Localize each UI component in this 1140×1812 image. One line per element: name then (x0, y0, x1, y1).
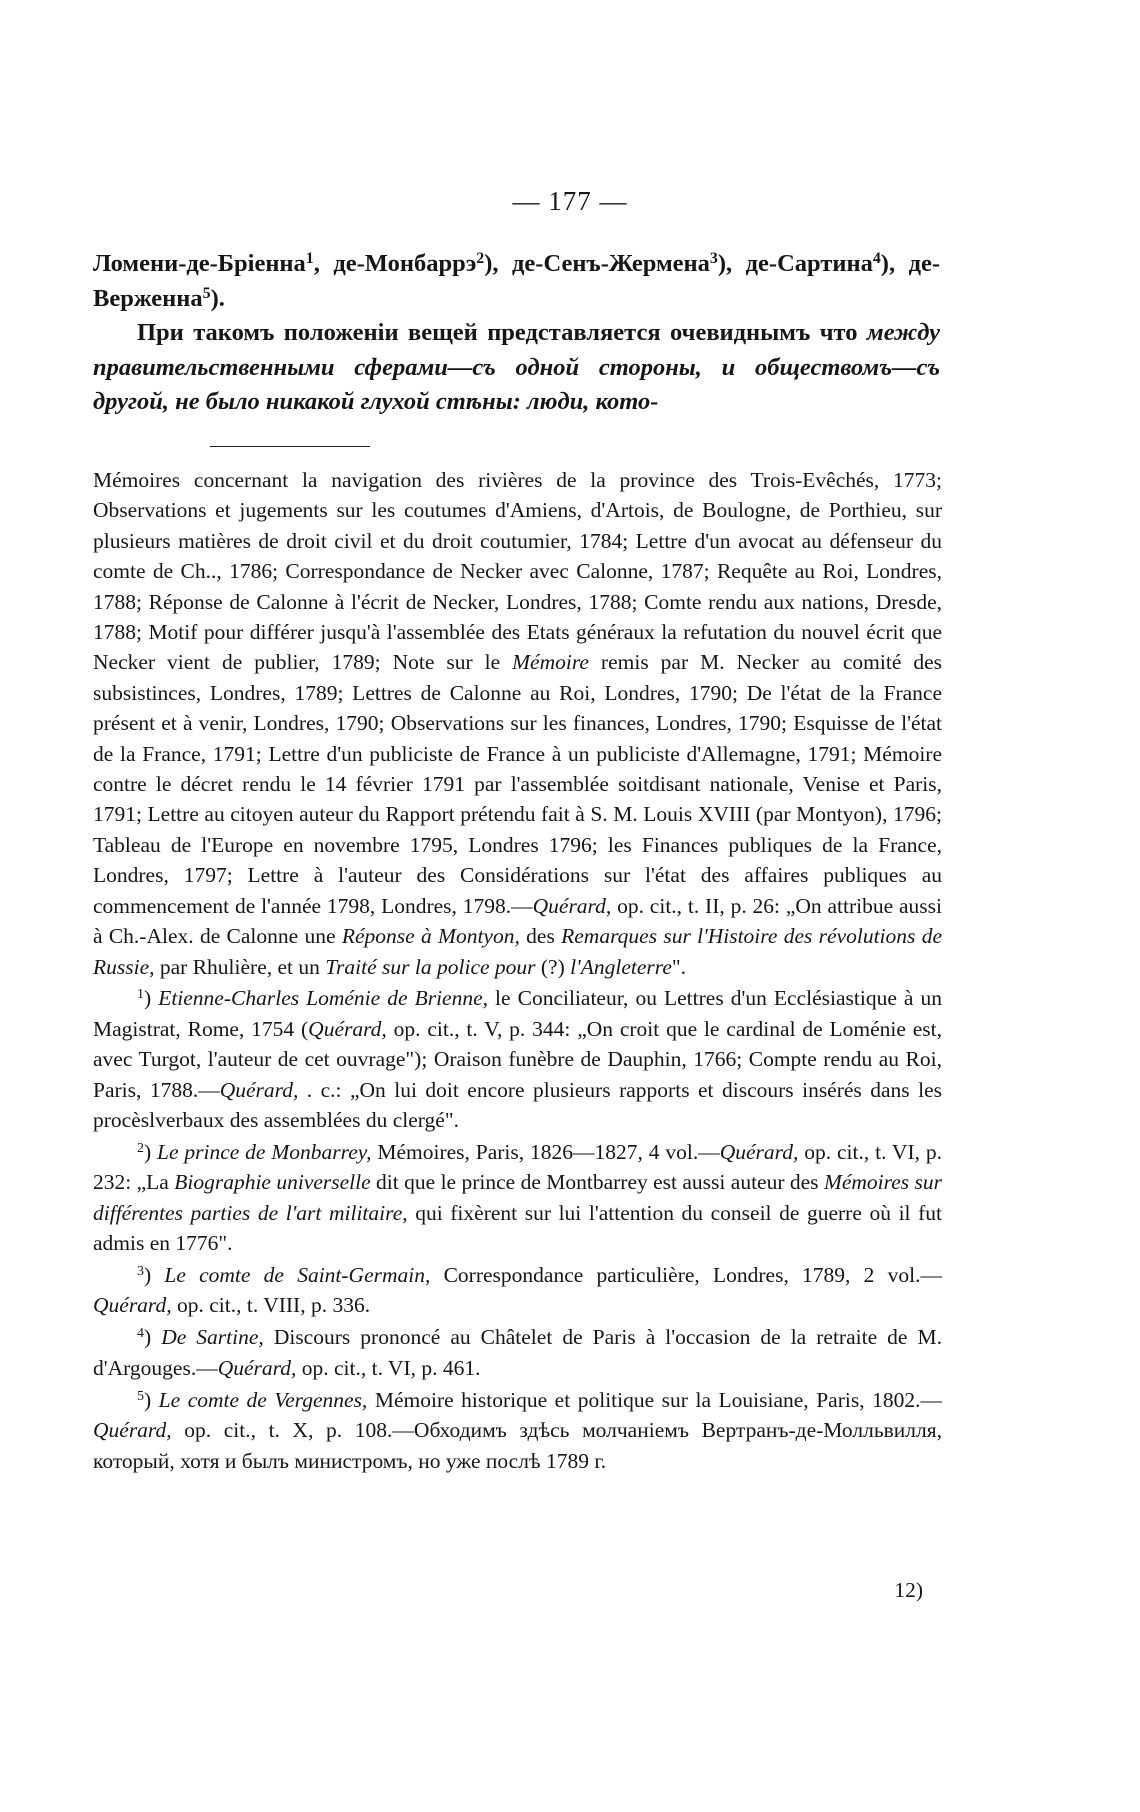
footnote-ref-1: 1 (305, 250, 314, 268)
footnotes (93, 465, 942, 1477)
footnote-5: $^5$) Le comte de Vergennes, Mémoire historique et politique sur la Louisiane, Paris, 1802.—Quérard, op. cit., t. X, p. 108.—Обходимъ здѣсь молчаніемъ Вертранъ-де-Молльвилля, который, хотя и былъ министромъ, но уже послѣ 1789 г. (93, 1387, 942, 1473)
main-italic-passage: между правительственными сферами—съ одной стороны, и обществомъ—съ другой, не было никакой глухой стѣны: люди, кото- (93, 319, 940, 415)
page-number: — 177 — (512, 186, 628, 216)
main-paragraph-1: Ломени-де-Бріенна$^1$, де-Монбаррэ$^2$), де-Сенъ-Жермена$^3$), де-Сартина$^4$), де-Верженна$^5$). (93, 250, 940, 312)
footnote-number: 1 (137, 987, 144, 1003)
printer-signature-mark: 12) (894, 1578, 923, 1602)
footnote-1: $^1$) Etienne-Charles Loménie de Brienne, le Conciliateur, ou Lettres d'un Ecclésiastique à un Magistrat, Rome, 1754 (Quérard, op. cit., t. V, p. 344: „On croit que le cardinal de Loménie est, avec Turgot, l'auteur de cet ouvrage"); Oraison funèbre de Dauphin, 1766; Compte rendu au Roi, Paris, 1788.—Quérard, . c.: „On lui doit encore plusieurs rapports et discours insérés dans les procèslverbaux des assemblées du clergé". (93, 986, 943, 1133)
footnote-ref-5: 5 (202, 284, 211, 302)
footnote-separator (210, 446, 370, 447)
footnote-4: $^4$) De Sartine, Discours prononcé au Châtelet de Paris à l'occasion de la retraite de M. d'Argouges.—Quérard, op. cit., t. VI, p. 461. (93, 1325, 942, 1380)
footnote-number: 2 (137, 1140, 144, 1156)
main-text (93, 247, 940, 420)
footnote-ref-2: 2 (476, 250, 485, 268)
footnote-3: $^3$) Le comte de Saint-Germain, Correspondance particulière, Londres, 1789, 2 vol.—Quérard, op. cit., t. VIII, p. 336. (93, 1263, 942, 1318)
footnote-ref-4: 4 (872, 250, 881, 268)
footnote-number: 5 (137, 1388, 144, 1404)
footnote-number: 3 (137, 1264, 144, 1280)
footnote-2: $^2$) Le prince de Monbarrey, Mémoires, Paris, 1826—1827, 4 vol.—Quérard, op. cit., t. VI, p. 232: „La Biographie universelle dit que le prince de Montbarrey est aussi auteur des Mémoires sur différentes parties de l'art militaire, qui fixèrent sur lui l'attention du conseil de guerre où il fut admis en 1776". (93, 1139, 942, 1256)
footnote-number: 4 (137, 1326, 144, 1342)
main-paragraph-2: При такомъ положеніи вещей представляется очевиднымъ что между правительственными сферами—съ одной стороны, и обществомъ—съ другой, не было никакой глухой стѣны: люди, кото- (93, 319, 940, 415)
footnote-continuation: Mémoires concernant la navigation des rivières de la province des Trois-Evêchés, 1773; Observations et jugements sur les coutumes d'Amiens, d'Artois, de Boulogne, de Porthieu, sur plusieurs matières de droit civil et du droit coutumier, 1784; Lettre d'un avocat au défenseur du comte de Ch.., 1786; Correspondance de Necker avec Calonne, 1787; Requête au Roi, Londres, 1788; Réponse de Calonne à l'écrit de Necker, Londres, 1788; Comte rendu aux nations, Dresde, 1788; Motif pour différer jusqu'à l'assemblée des Etats généraux la refutation du nouvel écrit que Necker vient de publier, 1789; Note sur le Mémoire remis par M. Necker au comité des subsistinces, Londres, 1789; Lettres de Calonne au Roi, Londres, 1790; De l'état de la France présent et à venir, Londres, 1790; Observations sur les finances, Londres, 1790; Esquisse de l'état de la France, 1791; Lettre d'un publiciste de France à un publiciste d'Allemagne, 1791; Mémoire contre le décret rendu le 14 février 1791 par l'assemblée soitdisant nationale, Venise et Paris, 1791; Lettre au citoyen auteur du Rapport prétendu fait à S. M. Louis XVIII (par Montyon), 1796; Tableau de l'Europe en novembre 1795, Londres 1796; les Finances publiques de la France, Londres, 1797; Lettre à l'auteur des Considérations sur l'état des affaires publiques au commencement de l'année 1798, Londres, 1798.—Quérard, op. cit., t. II, p. 26: „On attribue aussi à Ch.-Alex. de Calonne une Réponse à Montyon, des Remarques sur l'Histoire des révolutions de Russie, par Rhulière, et un Traité sur la police pour (?) l'Angleterre". (93, 468, 943, 979)
footnote-ref-3: 3 (709, 250, 718, 268)
